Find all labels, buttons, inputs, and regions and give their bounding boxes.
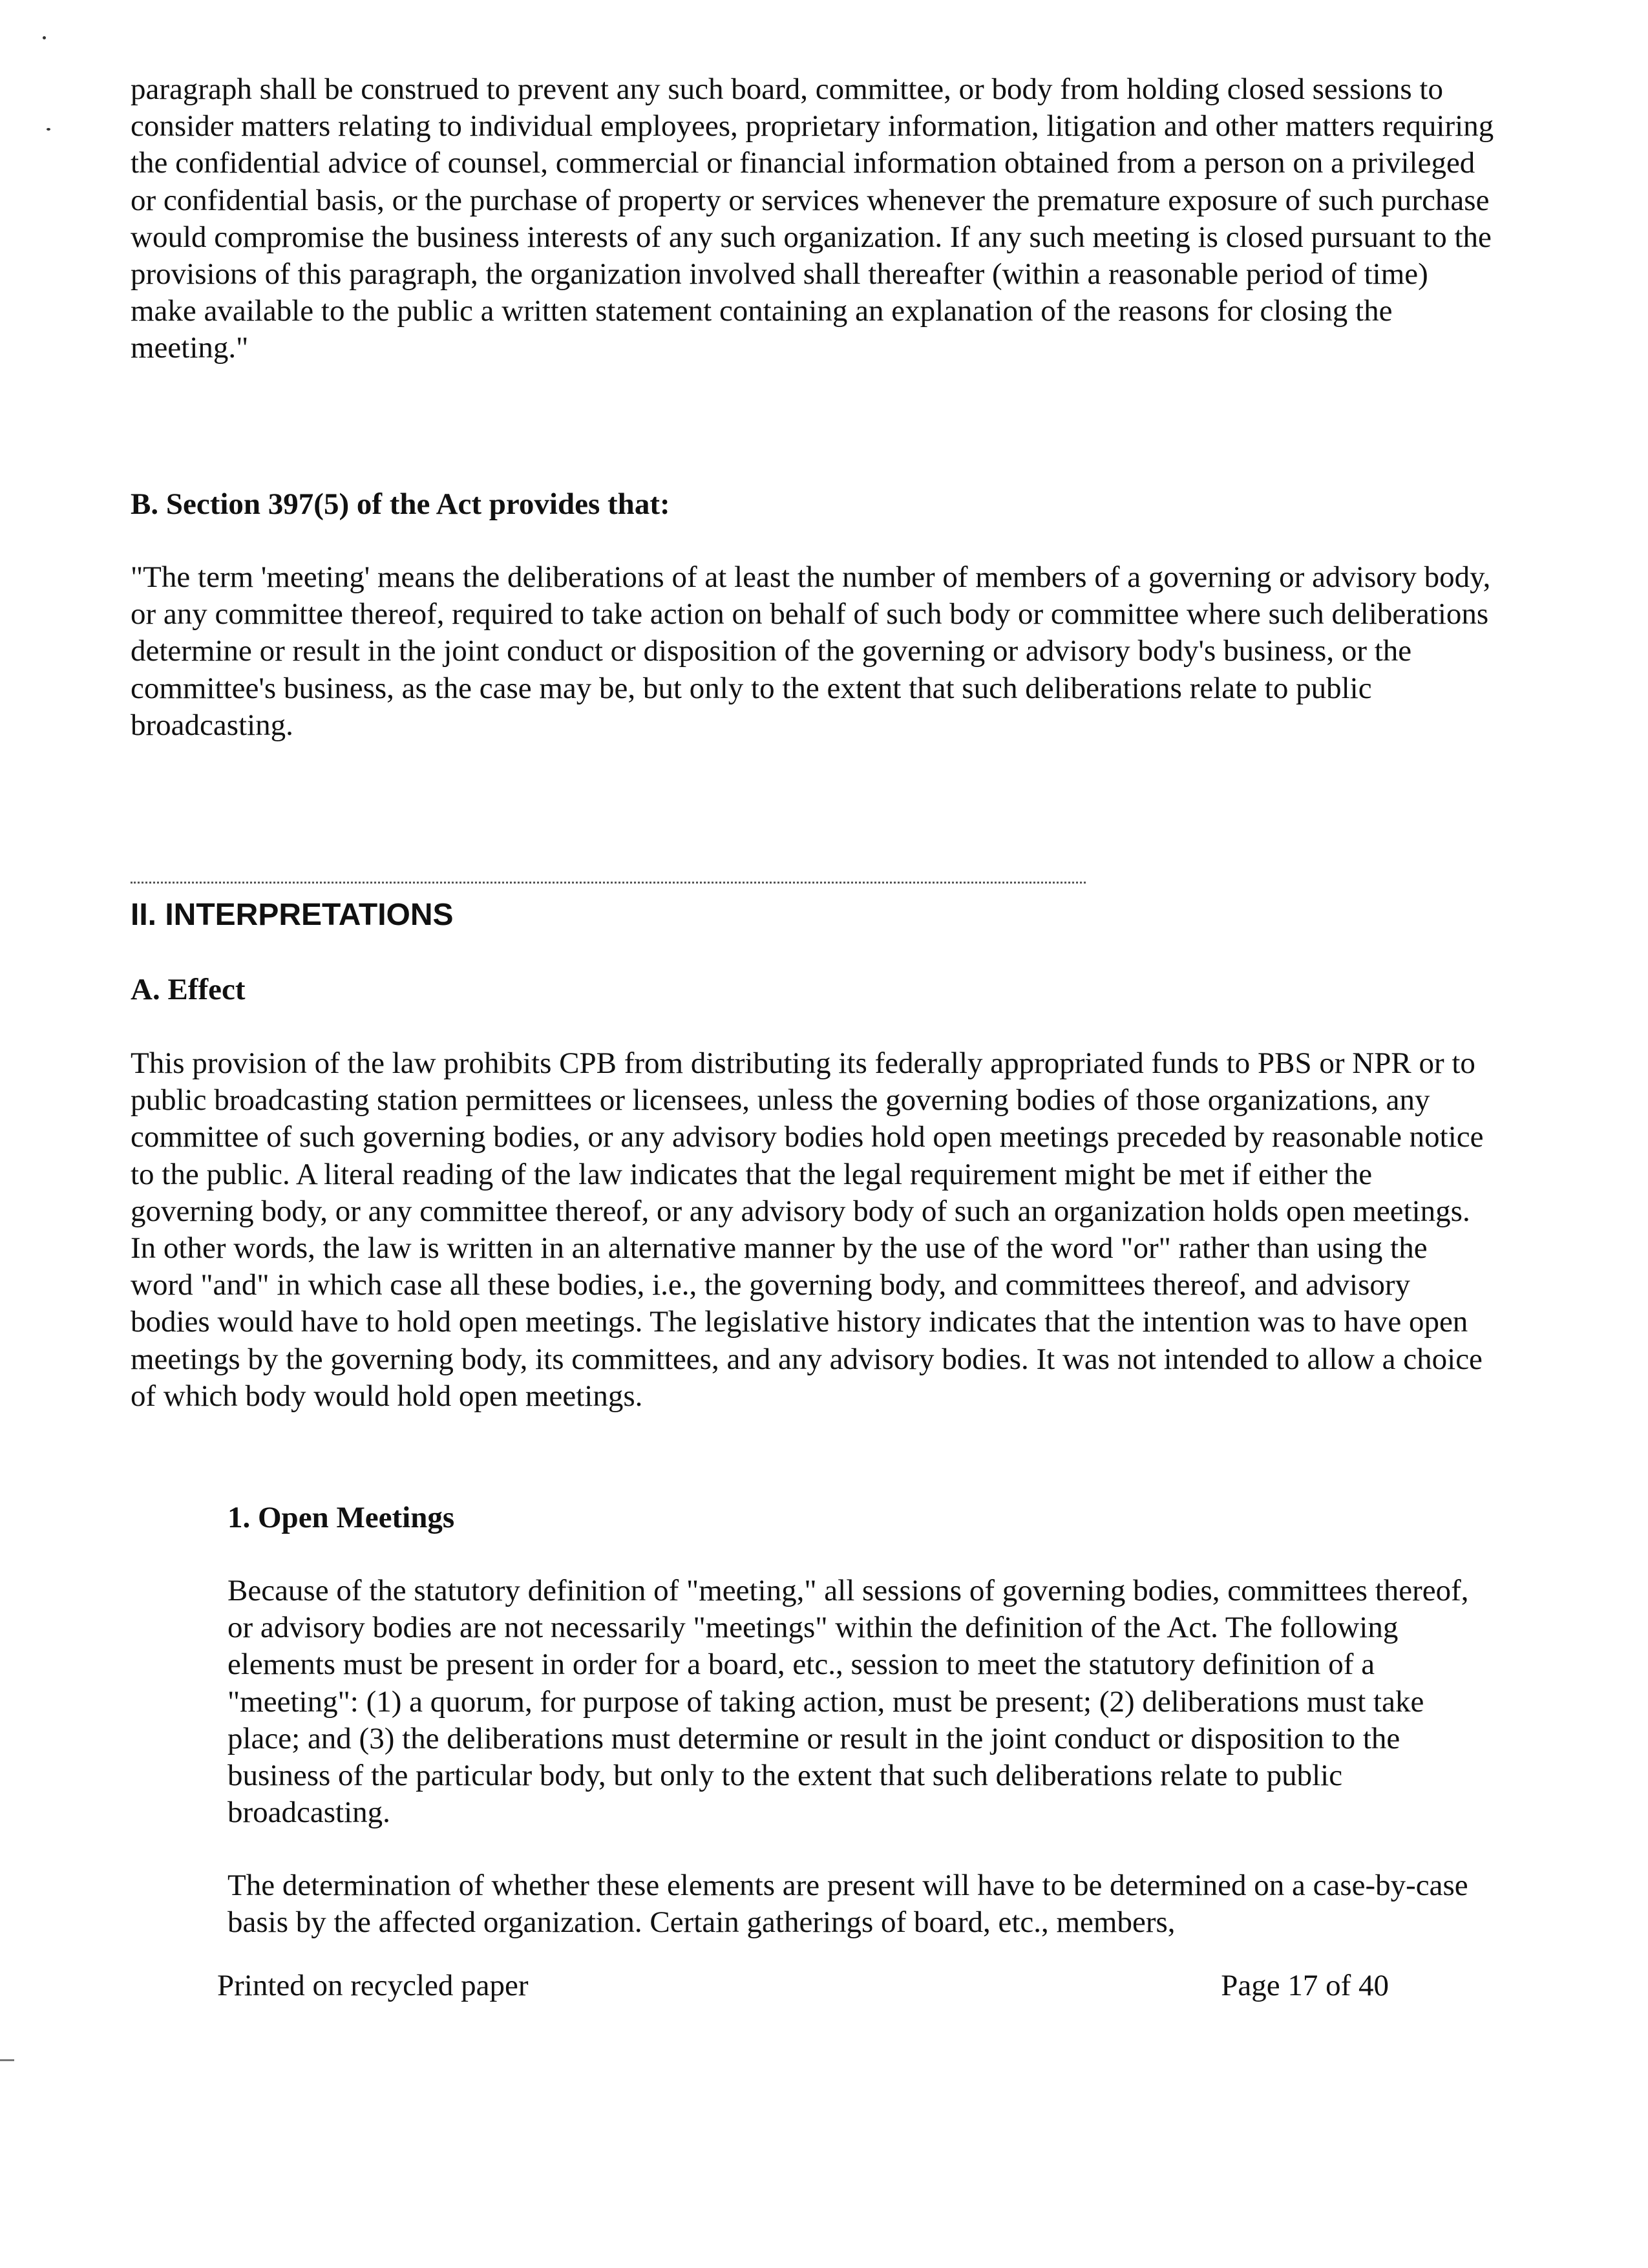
interpretations-heading: II. INTERPRETATIONS — [131, 898, 454, 932]
scan-edge-mark — [0, 2059, 14, 2061]
open-meetings-paragraph-2: The determination of whether these elements are present will have to be determined on a case-by-case basis by the affected organization. Certain gatherings of board, etc., members, — [227, 1869, 1468, 1940]
open-meetings-paragraph-1: Because of the statutory definition of "meeting," all sessions of governing bodies, committees thereof, or advisory bodies are not necessarily "meetings" within the definition of the Act. The following elements must be present in order for a board, etc., session to meet the statutory definition of a "meeting": (1) a quorum, for purpose of taking action, must be present; (2) deliberations must take place; and (3) the deliberations must determine or result in the joint conduct or disposition to the business of the particular body, but only to the extent that such deliberations relate to public broadcasting. — [227, 1574, 1469, 1830]
continuation-paragraph: paragraph shall be construed to prevent any such board, committee, or body from holding closed sessions to consider matters relating to individual employees, proprietary information, litigation and other matters requiring the confidential advice of counsel, commercial or financial information obtained from a person on a privileged or confidential basis, or the purchase of property or services whenever the premature exposure of such purchase would compromise the business interests of any such organization. If any such meeting is closed pursuant to the provisions of this paragraph, the organization involved shall thereafter (within a reasonable period of time) make available to the public a written statement containing an explanation of the reasons for closing the meeting." — [131, 72, 1494, 365]
section-b-heading: B. Section 397(5) of the Act provides that: — [131, 487, 670, 521]
scan-speck — [43, 36, 46, 39]
section-b-quote: "The term 'meeting' means the deliberations of at least the number of members of a governing or advisory body, or any committee thereof, required to take action on behalf of such body or committee where such deliberations determine or result in the joint conduct or disposition of the governing or advisory body's business, or the committee's business, as the case may be, but only to the extent that such deliberations relate to public broadcasting. — [131, 560, 1491, 742]
open-meetings-heading: 1. Open Meetings — [227, 1501, 455, 1534]
page-number: Page 17 of 40 — [1221, 1969, 1389, 2002]
section-divider — [131, 882, 1086, 884]
footer-note: Printed on recycled paper — [217, 1969, 529, 2002]
scan-speck — [47, 128, 50, 131]
effect-paragraph: This provision of the law prohibits CPB from distributing its federally appropriated funds to PBS or NPR or to public broadcasting station permittees or licensees, unless the governing bodies of those organizations, any committee of such governing bodies, or any advisory bodies hold open meetings preceded by reasonable notice to the public. A literal reading of the law indicates that the legal requirement might be met if either the governing body, or any committee thereof, or any advisory body of such an organization holds open meetings. In other words, the law is written in an alternative manner by the use of the word "or" rather than using the word "and" in which case all these bodies, i.e., the governing body, and committees thereof, and advisory bodies would have to hold open meetings. The legislative history indicates that the intention was to have open meetings by the governing body, its committees, and any advisory bodies. It was not intended to allow a choice of which body would hold open meetings. — [131, 1046, 1484, 1413]
effect-heading: A. Effect — [131, 973, 246, 1006]
